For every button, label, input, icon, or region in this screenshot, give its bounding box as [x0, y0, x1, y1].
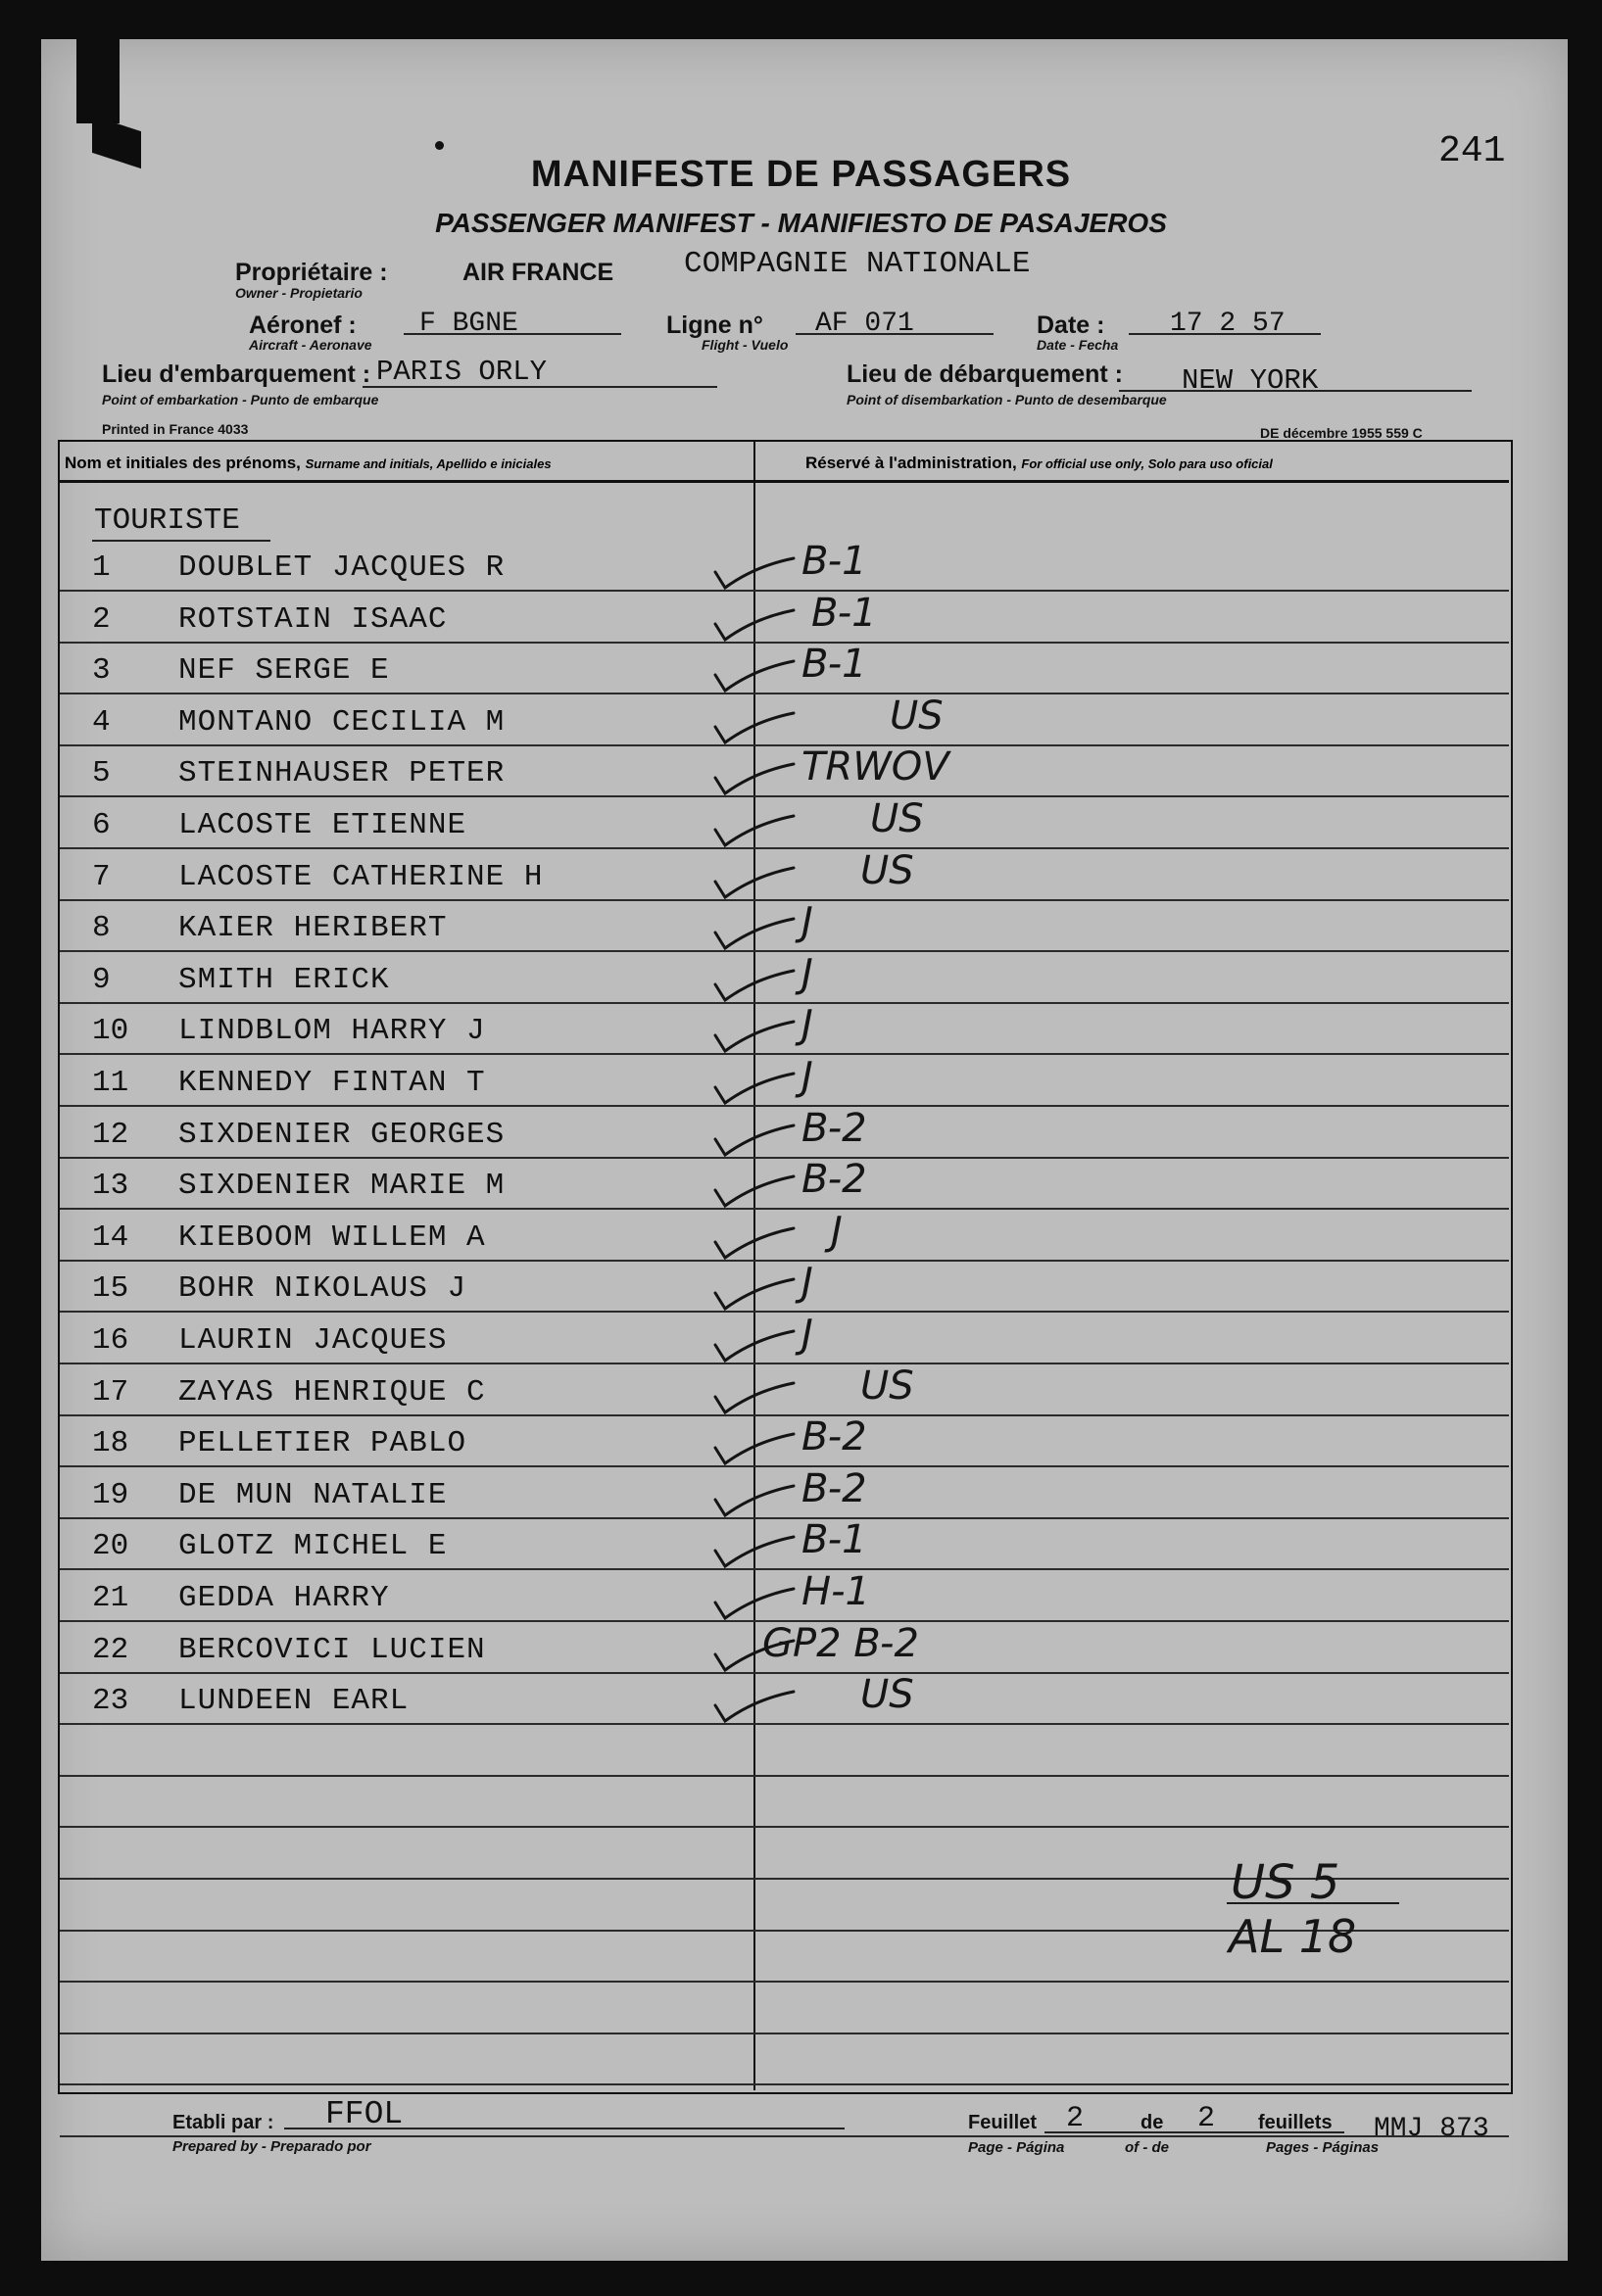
ruled-line	[60, 1363, 1509, 1364]
passenger-number: 19	[92, 1478, 129, 1512]
passenger-number: 2	[92, 602, 111, 637]
passenger-number: 18	[92, 1426, 129, 1460]
passenger-name: BERCOVICI LUCIEN	[178, 1633, 486, 1667]
name-column-header	[65, 454, 552, 473]
aircraft-label: Aéronef :	[249, 311, 357, 339]
sheet-value: 2	[1066, 2102, 1085, 2135]
passenger-name: LAURIN JACQUES	[178, 1323, 448, 1358]
flight-sublabel: Flight - Vuelo	[702, 337, 789, 353]
class-label: TOURISTE	[94, 503, 240, 538]
passenger-name: LUNDEEN EARL	[178, 1684, 410, 1718]
visa-code: US	[860, 1363, 914, 1409]
ruled-line	[60, 2033, 1509, 2034]
passenger-name: KENNEDY FINTAN T	[178, 1066, 486, 1100]
ruled-line	[60, 2135, 1509, 2137]
passenger-name: KAIER HERIBERT	[178, 911, 448, 945]
sheet-of-label: de	[1141, 2112, 1164, 2133]
ruled-line	[60, 1105, 1509, 1107]
sheets-label: feuillets	[1258, 2112, 1333, 2133]
ruled-line	[60, 693, 1509, 694]
owner-label: Propriétaire :	[235, 259, 388, 286]
embarkation-underline	[363, 386, 717, 388]
sheet-of-sublabel: of - de	[1125, 2139, 1169, 2156]
passenger-name: DOUBLET JACQUES R	[178, 550, 506, 585]
ruled-line	[60, 1465, 1509, 1467]
disembarkation-underline	[1119, 390, 1472, 392]
visa-code: B-1	[801, 539, 867, 584]
passenger-number: 9	[92, 963, 111, 997]
prepared-by-underline	[284, 2128, 845, 2129]
passenger-name: GEDDA HARRY	[178, 1581, 390, 1615]
sheet-underline	[1044, 2131, 1344, 2133]
passenger-name: ZAYAS HENRIQUE C	[178, 1375, 486, 1410]
name-column-subtitle: Surname and initials, Apellido e iniciales	[305, 456, 552, 471]
passenger-name: BOHR NIKOLAUS J	[178, 1271, 467, 1306]
passenger-table	[58, 440, 1513, 2094]
ruled-line	[60, 847, 1509, 849]
ruled-line	[60, 1260, 1509, 1262]
disembarkation-label: Lieu de débarquement :	[847, 360, 1123, 388]
prepared-by-label: Etabli par :	[172, 2112, 274, 2133]
passenger-number: 16	[92, 1323, 129, 1358]
passenger-number: 4	[92, 705, 111, 740]
ruled-line	[60, 1723, 1509, 1725]
tally-us: US 5	[1231, 1855, 1340, 1910]
passenger-number: 14	[92, 1220, 129, 1255]
admin-column-title: Réservé à l'administration,	[805, 454, 1017, 472]
ruled-line	[60, 1568, 1509, 1570]
tally-al: AL 18	[1229, 1910, 1357, 1963]
disembarkation-sublabel: Point of disembarkation - Punto de desembarque	[847, 392, 1167, 407]
visa-code: US	[890, 694, 944, 739]
visa-code: J	[831, 1209, 843, 1254]
prepared-by-sublabel: Prepared by - Preparado por	[172, 2138, 371, 2155]
visa-code: B-1	[801, 642, 867, 687]
admin-column-header	[805, 454, 1273, 473]
aircraft-underline	[404, 333, 621, 335]
passenger-name: LACOSTE CATHERINE H	[178, 860, 544, 894]
ruled-line	[60, 1414, 1509, 1416]
passenger-number: 12	[92, 1118, 129, 1152]
flight-value: AF 071	[815, 309, 914, 339]
visa-code: J	[801, 1312, 813, 1357]
passenger-number: 22	[92, 1633, 129, 1667]
passenger-number: 1	[92, 550, 111, 585]
embarkation-sublabel: Point of embarkation - Punto de embarque	[102, 392, 379, 407]
visa-code: US	[860, 1672, 914, 1717]
passenger-number: 11	[92, 1066, 129, 1100]
ruled-line	[60, 1311, 1509, 1313]
roll-reference: MMJ 873	[1374, 2114, 1489, 2144]
ruled-line	[60, 795, 1509, 797]
ruled-line	[60, 1826, 1509, 1828]
passenger-name: SIXDENIER GEORGES	[178, 1118, 506, 1152]
passenger-name: LACOSTE ETIENNE	[178, 808, 467, 842]
passenger-number: 21	[92, 1581, 129, 1615]
passenger-number: 5	[92, 756, 111, 790]
date-sublabel: Date - Fecha	[1037, 337, 1119, 353]
manifest-subtitle: PASSENGER MANIFEST - MANIFIESTO DE PASAJEROS	[435, 208, 1167, 238]
sheets-sublabel: Pages - Páginas	[1266, 2139, 1380, 2156]
date-underline	[1129, 333, 1321, 335]
visa-code: J	[801, 899, 813, 944]
ruled-line	[60, 1981, 1509, 1983]
date-label: Date :	[1037, 311, 1105, 339]
form-code: DE décembre 1955 559 C	[1260, 425, 1423, 441]
visa-code: GP2 B-2	[762, 1621, 919, 1666]
ruled-line	[60, 1775, 1509, 1777]
ruled-line	[60, 1208, 1509, 1210]
disembarkation-value: NEW YORK	[1182, 364, 1319, 397]
visa-code: B-2	[801, 1106, 867, 1151]
ruled-line	[60, 1672, 1509, 1674]
passenger-name: KIEBOOM WILLEM A	[178, 1220, 486, 1255]
ruled-line	[60, 744, 1509, 746]
admin-column-subtitle: For official use only, Solo para uso oficial	[1021, 456, 1273, 471]
passenger-number: 17	[92, 1375, 129, 1410]
passenger-name: ROTSTAIN ISAAC	[178, 602, 448, 637]
ruled-line	[60, 950, 1509, 952]
visa-code: J	[801, 1054, 813, 1099]
visa-code: B-2	[801, 1466, 867, 1511]
page-number: 241	[1438, 130, 1506, 172]
ruled-line	[60, 1517, 1509, 1519]
owner-value: AIR FRANCE	[462, 259, 614, 286]
embarkation-label: Lieu d'embarquement :	[102, 360, 371, 388]
ruled-line	[60, 1053, 1509, 1055]
passenger-name: NEF SERGE E	[178, 653, 390, 688]
header-rule	[60, 480, 1509, 483]
ink-dot	[435, 141, 444, 150]
passenger-number: 20	[92, 1529, 129, 1563]
class-label-underline	[92, 540, 270, 542]
binder-tab-mark	[76, 39, 120, 123]
flight-label: Ligne n°	[666, 311, 763, 339]
visa-code: TRWOV	[801, 744, 949, 789]
passenger-number: 10	[92, 1014, 129, 1048]
passenger-name: SIXDENIER MARIE M	[178, 1169, 506, 1203]
passenger-number: 13	[92, 1169, 129, 1203]
passenger-name: SMITH ERICK	[178, 963, 390, 997]
passenger-name: STEINHAUSER PETER	[178, 756, 506, 790]
owner-typed-value: COMPAGNIE NATIONALE	[684, 247, 1031, 281]
column-divider	[753, 440, 755, 2090]
passenger-number: 3	[92, 653, 111, 688]
name-column-title: Nom et initiales des prénoms,	[65, 454, 301, 472]
visa-code: B-1	[801, 1517, 867, 1562]
manifest-title: MANIFESTE DE PASSAGERS	[530, 154, 1072, 195]
passenger-number: 23	[92, 1684, 129, 1718]
visa-code: US	[860, 848, 914, 893]
owner-sublabel: Owner - Propietario	[235, 285, 363, 301]
passenger-name: MONTANO CECILIA M	[178, 705, 506, 740]
sheet-label: Feuillet	[968, 2112, 1038, 2133]
ruled-line	[60, 642, 1509, 644]
visa-code: J	[801, 1002, 813, 1047]
passenger-name: DE MUN NATALIE	[178, 1478, 448, 1512]
visa-code: J	[801, 951, 813, 996]
ruled-line	[60, 1157, 1509, 1159]
prepared-by-value: FFOL	[325, 2096, 404, 2132]
aircraft-value: F BGNE	[419, 309, 518, 339]
passenger-name: PELLETIER PABLO	[178, 1426, 467, 1460]
passenger-name: LINDBLOM HARRY J	[178, 1014, 486, 1048]
aircraft-sublabel: Aircraft - Aeronave	[249, 337, 372, 353]
date-value: 17 2 57	[1170, 309, 1286, 339]
sheet-sublabel: Page - Página	[968, 2139, 1065, 2156]
passenger-name: GLOTZ MICHEL E	[178, 1529, 448, 1563]
embarkation-value: PARIS ORLY	[376, 356, 548, 388]
passenger-number: 8	[92, 911, 111, 945]
visa-code: H-1	[801, 1569, 870, 1614]
sheet-total: 2	[1197, 2102, 1216, 2135]
visa-code: US	[870, 796, 924, 841]
passenger-number: 15	[92, 1271, 129, 1306]
passenger-number: 6	[92, 808, 111, 842]
ruled-line	[60, 1002, 1509, 1004]
flight-underline	[796, 333, 994, 335]
ruled-line	[60, 899, 1509, 901]
ruled-line	[60, 2083, 1509, 2085]
printed-in-note: Printed in France 4033	[102, 421, 249, 437]
visa-code: B-2	[801, 1157, 867, 1202]
passenger-number: 7	[92, 860, 111, 894]
tally-underline	[1227, 1902, 1399, 1904]
visa-code: B-1	[811, 591, 877, 636]
ruled-line	[60, 590, 1509, 592]
visa-code: B-2	[801, 1414, 867, 1459]
visa-code: J	[801, 1260, 813, 1305]
